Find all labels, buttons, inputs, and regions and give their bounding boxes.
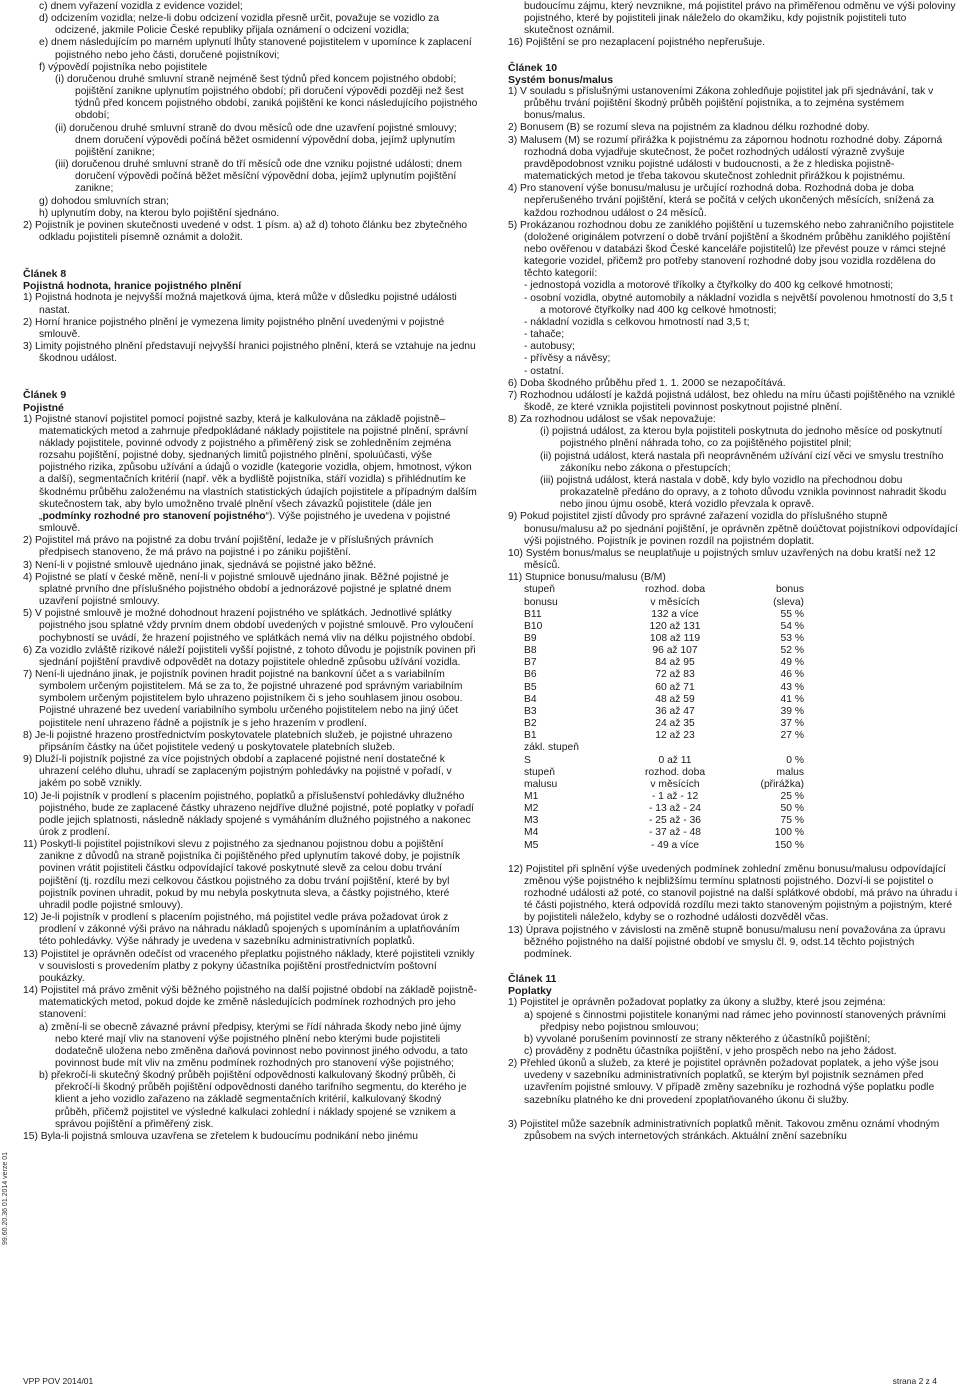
table-cell: 60 až 71: [655, 681, 695, 693]
table-cell: 36 až 47: [655, 705, 695, 717]
paragraph: 11) Stupnice bonusu/malusu (B/M): [508, 572, 666, 584]
paragraph: 2) Pojistitel má právo na pojistné za dobu trvání pojištění, ledaže je v příslušných právních předpisech stanoveno, že má právo na pojistné i po zániku pojištění.: [23, 535, 434, 559]
paragraph: 3) Není-li v pojistné smlouvě ujednáno jinak, sjednává se pojistné jako běžné.: [23, 559, 377, 571]
table-cell: malus: [776, 766, 804, 778]
table-cell: B2: [524, 718, 537, 730]
paragraph: c) prováděny z podnětu účastníka pojištění, v jeho prospěch nebo na jeho žádost.: [524, 1045, 897, 1057]
table-cell: [620, 742, 730, 754]
table-row: [524, 669, 804, 681]
table-cell: B6: [524, 669, 537, 681]
table-cell: v měsících: [650, 596, 700, 608]
paragraph: 1) Pojistitel je oprávněn požadovat poplatky za úkony a služby, které jsou zejména:: [508, 997, 886, 1009]
table-cell: v měsících: [650, 778, 700, 790]
paragraph: budoucímu zájmu, který nevznikne, má pojistitel právo na přiměřenou odměnu ve výši poloviny pojistného, které by pojistiteli jinak náleželo do okamžiku, kdy pojistník pojistiteli tuto skutečnost oznámil.: [524, 1, 956, 37]
paragraph: 2) Přehled úkonů a služeb, za které je pojistitel oprávněn požadovat poplatek, a jeho výše jsou uvedeny v sazebníku administrativních poplatků, se kterým byl pojistník seznámen před uzavřením pojistné smlouvy. V případě změny sazebníku je rozhodná výše poplatku podle sazebníku platného ke dni provedení zpoplatňovaného úkonu či služby.: [508, 1058, 939, 1106]
paragraph: - nákladní vozidla s celkovou hmotností nad 3,5 t;: [524, 316, 750, 328]
table-cell: 53 %: [780, 632, 804, 644]
paragraph: (i) pojistná událost, za kterou byla pojistiteli poskytnuta do jednoho měsíce od poskytnutí pojistného plnění náhrada toho, co za pojištěného pojistitel plnil;: [540, 426, 943, 450]
paragraph: 10) Je-li pojistník v prodlení s placením pojistného, poplatků a příslušenství pohledávky dlužného pojistného, bude ze zaplacené částky uhrazeno nejdříve dlužné pojistné, poté poplatky v pořadí podle jejich splatnosti, následně náklady spojené s vymáháním dlužného pojistného a nakonec úrok z prodlení.: [23, 790, 475, 838]
table-row: [524, 584, 804, 596]
table-cell: stupeň: [524, 766, 555, 778]
table-cell: 132 a více: [651, 608, 699, 620]
table-row: [524, 767, 804, 779]
right-column-bottom: [508, 864, 958, 1143]
paragraph: 6) Doba škodného průběhu před 1. 1. 2000 se nezapočítává.: [508, 377, 786, 389]
section-heading: Systém bonus/malus: [508, 73, 614, 86]
table-cell: M5: [524, 839, 539, 851]
table-cell: 108 až 119: [649, 632, 701, 644]
paragraph: (iii) pojistná událost, která nastala v době, kdy bylo vozidlo na přechodnou dobu prokazatelně předáno do opravy, a z tohoto důvodu vznikla povinnost nahradit škodu nebo jinou újmu osobě, která vozidlo převzala k opravě.: [540, 474, 947, 511]
table-row: [524, 827, 804, 839]
table-cell: B10: [524, 620, 543, 632]
table-row: [524, 779, 804, 791]
table-cell: malusu: [524, 778, 558, 790]
table-cell: bonus: [775, 584, 804, 596]
spacer: [508, 961, 958, 973]
table-cell: 50 %: [780, 803, 804, 815]
paragraph: 12) Je-li pojistník v prodlení s placením pojistného, má pojistitel vedle práva požadovat úrok z prodlení v zákonné výši právo na náhradu nákladů spojených s upomínáním a uplatňováním této pohledávky. Výše náhrady je uvedena v sazebníku administrativních poplatků.: [23, 912, 460, 948]
spacer: [23, 365, 478, 389]
table-cell: B5: [524, 681, 537, 693]
spacer: [508, 50, 958, 62]
paragraph: b) překročí-li skutečný škodný průběh pojištění odpovědnosti kalkulovaný škodný průběh, či překročí-li škodný průběh pojištění odpovědnosti daného tarifního segmentu, do kterého je klient a jeho vozidlo zařazeno na základě segmentačních kritérií, kalkulovaný škodný průběh, přičemž pojistitel ve výsledné kalkulaci zohlední i náklady spojené se vznikem a správou pojištění a přiměřený zisk.: [39, 1070, 467, 1130]
paragraph: - osobní vozidla, obytné automobily a nákladní vozidla s největší povolenou hmotností do 3,5 t a motorové čtyřkolky nad 400 kg celkové hmotnosti;: [524, 292, 953, 316]
paragraph: 10) Systém bonus/malus se neuplatňuje u pojistných smluv uzavřených na dobu kratší než 12 měsíců.: [508, 547, 936, 572]
table-row: [524, 755, 804, 767]
paragraph: (i) doručenou druhé smluvní straně nejméně šest týdnů před koncem pojistného období; pojištění zanikne uplynutím pojistného období; při doručení výpovědi později než šest týdnů před koncem pojistného období, zaniká pojištění ke konci následujícího pojistného období;: [55, 73, 478, 122]
table-cell: zákl. stupeň: [524, 742, 579, 754]
paragraph: 7) Rozhodnou událostí je každá pojistná událost, bez ohledu na míru účasti pojištěného na vzniklé škodě, ze které vznikla pojistiteli povinnost poskytnout pojistné plnění.: [508, 389, 956, 413]
table-cell: - 37 až - 48: [648, 827, 702, 839]
table-cell: M2: [524, 803, 539, 815]
paragraph: (ii) doručenou druhé smluvní straně do dvou měsíců ode dne uzavření pojistné smlouvy; dnem doručení výpovědi počíná běžet osmidenní výpovědní doba, jejímž uplynutím pojištění zanikne;: [55, 122, 457, 158]
paragraph: 4) Pro stanovení výše bonusu/malusu je určující rozhodná doba. Rozhodná doba je doba nepřerušeného trvání pojištění, která se počítá v celých ukončených měsících, snížená za každou rozhodnou událost o 24 měsíců.: [508, 183, 934, 219]
table-cell: S: [524, 754, 531, 766]
paragraph: h) uplynutím doby, na kterou bylo pojištění sjednáno.: [39, 207, 280, 219]
right-column: [508, 1, 958, 1143]
table-cell: B1: [524, 730, 537, 742]
table-cell: B4: [524, 693, 537, 705]
table-cell: 48 až 59: [655, 693, 695, 705]
paragraph: - autobusy;: [524, 341, 575, 353]
paragraph: 2) Pojistník je povinen skutečnosti uvedené v odst. 1 písm. a) až d) tohoto článku bez zbytečného odkladu pojistiteli písemně oznámit a doložit.: [23, 219, 468, 243]
table-cell: rozhod. doba: [644, 766, 706, 778]
table-row: [524, 791, 804, 803]
table-cell: 25 %: [780, 791, 804, 802]
table-cell: M4: [524, 827, 539, 839]
table-cell: stupeň: [524, 584, 555, 596]
paragraph: c) dnem vyřazení vozidla z evidence vozidel;: [39, 1, 243, 12]
paragraph: 1) Pojistná hodnota je nejvyšší možná majetková újma, která může v důsledku pojistné události nastat.: [23, 292, 457, 316]
section-heading: Poplatky: [508, 985, 552, 998]
table-row: [524, 645, 804, 657]
table-cell: 41 %: [780, 693, 804, 705]
paragraph: 2) Bonusem (B) se rozumí sleva na pojistném za kladnou délku rozhodné doby.: [508, 122, 870, 134]
paragraph: 3) Malusem (M) se rozumí přirážka k pojistnému za zápornou hodnotu rozhodné doby. Záporná rozhodná doba vyjadřuje skutečnost, že počet rozhodných událostí výrazně zvyšuje pravděpodobnost vzniku pojistné události v budoucnosti, a že z hlediska pojistně-matematických metod je třeba takovou skutečnost zohlednit přirážkou k pojistnému.: [508, 134, 943, 183]
table-cell: 100 %: [774, 827, 804, 839]
paragraph: b) vyvolané porušením povinností ze strany některého z účastníků pojištění;: [524, 1033, 871, 1045]
table-cell: 0 %: [786, 754, 804, 766]
table-cell: 0 až 11: [658, 754, 692, 766]
table-row: [524, 730, 804, 742]
paragraph: 8) Za rozhodnou událost se však nepovažuje:: [508, 414, 716, 426]
table-cell: 150 %: [774, 839, 804, 851]
paragraph: a) spojené s činnostmi pojistitele konanými nad rámec jeho povinností stanovených právními předpisy nebo pojistnou smlouvou;: [524, 1009, 946, 1033]
paragraph: 11) Poskytl-li pojistitel pojistníkovi slevu z pojistného za sjednanou pojistnou dobu a pojištění zanikne z důvodů na straně pojistníka či pojištěného před uplynutím takové doby, je pojistník povinen vrátit pojistiteli částku odpovídající takové poskytnuté slevě za celou dobu trvání pojištění (tj. rozdílu mezi celkovou částkou pojistného za dobu trvání pojištění, které by byl pojistník povinen uhradit, pokud by mu nebyla poskytnuta sleva, a částky pojistného, které uhradil podle pojistné smlouvy).: [23, 839, 461, 911]
table-cell: B11: [524, 608, 542, 620]
footer-document-id: VPP POV 2014/01: [23, 1376, 94, 1386]
paragraph: 13) Pojistitel je oprávněn odečíst od vraceného přeplatku pojistného náklady, které pojistiteli vznikly v souvislosti s provedením platby z pokyny účastníka pojištění prostřednictvím poštovní poukázky.: [23, 948, 475, 984]
table-row: [524, 621, 804, 633]
table-cell: B8: [524, 645, 537, 657]
table-cell: 37 %: [780, 718, 804, 730]
table-cell: 46 %: [780, 669, 804, 681]
paragraph: (ii) pojistná událost, která nastala při neoprávněném užívání cizí věci ve smyslu trestního zákoníku nebo zákona o přestupcích;: [540, 450, 944, 474]
paragraph: 9) Pokud pojistitel zjistí důvody pro správné zařazení vozidla do příslušného stupně bonusu/malusu až po sjednání pojištění, je oprávněn zpětně doúčtovat pojistníkovi odpovídající výši pojistného. Pojistník je povinen rozdíl na pojistném doplatit.: [508, 511, 958, 547]
paragraph: a) změní-li se obecně závazné právní předpisy, kterými se řídí náhrada škody nebo jiné újmy nebo které mají vliv na stanovení výše pojistného plnění nebo kterými bude pojistiteli dodatečně uložena nebo změněna daňová povinnost nebo povinnost jiného odvodu, a tato povinnost bude mít vliv na změnu podmínek rozhodných pro stanovení výše pojistného;: [39, 1021, 468, 1069]
paragraph: 3) Limity pojistného plnění představují nejvyšší hranici pojistného plnění, která se vztahuje na jednu škodnou událost.: [23, 341, 476, 365]
table-row: [524, 694, 804, 706]
paragraph: - přívěsy a návěsy;: [524, 353, 611, 365]
table-row: [524, 633, 804, 645]
table-cell: 72 až 83: [655, 669, 695, 681]
paragraph: 2) Horní hranice pojistného plnění je vymezena limity pojistného plnění uvedenými v pojistné smlouvě.: [23, 316, 445, 340]
table-cell: M3: [524, 815, 539, 827]
table-cell: - 1 až - 12: [651, 791, 699, 802]
section-heading: Článek 10: [508, 61, 558, 74]
paragraph: d) odcizením vozidla; nelze-li dobu odcizení vozidla přesně určit, považuje se vozidlo za odcizené, jakmile Policie České republiky přijala oznámení o odcizení vozidla;: [39, 13, 440, 37]
bonus-malus-table: [524, 584, 804, 851]
paragraph: 16) Pojištění se pro nezaplacení pojistného nepřerušuje.: [508, 37, 766, 49]
table-row: [524, 597, 804, 609]
paragraph: - ostatní.: [524, 365, 565, 377]
table-cell: 49 %: [780, 657, 804, 669]
paragraph: 15) Byla-li pojistná smlouva uzavřena se zřetelem k budoucímu podnikání nebo jinému: [23, 1130, 418, 1142]
table-cell: (sleva): [773, 596, 804, 608]
paragraph: 6) Za vozidlo zvláště rizikové náleží pojistiteli vyšší pojistné, z tohoto důvodu je pojistník povinen při sjednání pojištění pravdivě odpovědět na dotazy pojistitele ohledně způsobu užívání vozidla.: [23, 644, 476, 668]
table-cell: (přirážka): [760, 778, 804, 790]
table-cell: 54 %: [780, 620, 804, 632]
table-cell: rozhod. doba: [644, 584, 706, 596]
table-row: [524, 706, 804, 718]
right-column-top: [508, 1, 958, 584]
paragraph: g) dohodou smluvních stran;: [39, 195, 169, 207]
paragraph: 5) V pojistné smlouvě je možné dohodnout hrazení pojistného ve splátkách. Jednotlivé splátky pojistného jsou splatné vždy prvním dnem období uvedených v pojistné smlouvě. Pro vyloučení pochybností se uvádí, že hrazení pojistného ve splátkách nemá vliv na délku pojistného období.: [23, 608, 476, 644]
section-heading: Pojistné: [23, 401, 64, 414]
paragraph: - tahače;: [524, 329, 565, 341]
spacer: [23, 244, 478, 268]
table-row: [524, 609, 804, 621]
paragraph: f) výpovědí pojistníka nebo pojistitele: [39, 61, 208, 73]
paragraph: 5) Prokázanou rozhodnou dobu ze zaniklého pojištění u tuzemského nebo zahraničního pojistitele (doložené originálem potvrzení o době trvání pojištění a škodném průběhu zaniklého pojištění nebo ověřenou v databázi škod České kanceláře pojistitelů) lze převést pouze v rámci stejné kategorie vozidel, přičemž pro potřeby stanovení rozhodné doby jsou vozidla rozdělena do těchto kategorií:: [508, 219, 954, 280]
table-cell: 75 %: [780, 815, 804, 827]
table-row: [524, 657, 804, 669]
paragraph: 8) Je-li pojistné hrazeno prostřednictvím poskytovatele platebních služeb, je pojistné uhrazeno připsáním částky na účet pojistitele vedený u poskytovatele platebních služeb.: [23, 729, 453, 753]
paragraph: e) dnem následujícím po marném uplynutí lhůty stanovené pojistitelem v upomínce k zaplacení pojistného nebo jeho části, doručené pojistníkovi;: [39, 37, 472, 61]
table-row: [524, 840, 804, 852]
table-cell: 43 %: [780, 681, 804, 693]
paragraph: 7) Není-li ujednáno jinak, je pojistník povinen hradit pojistné na bankovní účet a s variabilním symbolem určeným pojistitelem. Má se za to, že pojistné uhrazené pod správným variabilním symbolem určeným pojistitelem bylo uhrazeno pojistníkem či s jeho souhlasem jinou osobou. Pojistné uhrazené bez uvedení variabilního symbolu určeného pojistitelem nebo na jiný účet pojistitele není uhrazeno řádně a pojistník je s jeho hrazením v prodlení.: [23, 668, 463, 729]
table-cell: B9: [524, 632, 537, 644]
paragraph: 12) Pojistitel při splnění výše uvedených podmínek zohlední změnu bonusu/malusu odpovídající změnou výše pojistného k nejbližšímu termínu splatnosti pojistného. Dozví-li se pojistitel o rozhodné události až poté, co stanovil pojistné na další splátkové období, má právo na úhradu i té části pojistného, která odpovídá rozdílu mezi takto stanoveným pojistným a pojistným, které by pojistiteli náleželo, kdyby se o rozhodné události dozvěděl včas.: [508, 863, 958, 924]
table-row: [524, 803, 804, 815]
table-cell: 84 až 95: [655, 657, 695, 669]
table-cell: 120 až 131: [649, 620, 701, 632]
spacer: [508, 1107, 958, 1119]
table-cell: - 49 a více: [650, 839, 700, 851]
paragraph: - jednostopá vozidla a motorové tříkolky a čtyřkolky do 400 kg celkové hmotnosti;: [524, 280, 894, 292]
left-column: [23, 1, 478, 1143]
section-heading: Pojistná hodnota, hranice pojistného plnění: [23, 280, 242, 293]
footer-page-number: strana 2 z 4: [892, 1376, 937, 1386]
paragraph: 1) Pojistné stanoví pojistitel pomocí pojistné sazby, která je kalkulována na základě pojistně–matematických metod a zahrnuje předpokládané náklady pojistitele na pojistné plnění, správní náklady pojistitele, povinné odvody z pojistného a přiměřený zisk se zohledněním zejména rozsahu pojištění, pojistné doby, sjednaných limitů pojistného plnění, spoluúčasti, výše pojistného rizika, způsobu užívání a údajů o vozidle (kategorie vozidla, objem, hmotnost, výkon a další), segmentačních kritérií (např. věk a bydliště pojistníka, stáří vozidla) s přihlédnutím ke škodnému průběhu založenému na vlastních statistických údajích pojistitele a případným dalším skutečnostem tak, aby bylo umožněno trvalé plnění všech závazků pojistitele (dále jen „podmínky rozhodné pro stanovení pojistného“). Výše pojistného je uvedena v pojistné smlouvě.: [23, 413, 477, 535]
table-cell: 55 %: [780, 608, 804, 620]
paragraph: 9) Dluží-li pojistník pojistné za více pojistných období a zaplacené pojistné není dostatečné k uhrazení celého dluhu, uhradí se zaplaceným pojistným pohledávky na pojistné v pořadí, v jakém po sobě vznikly.: [23, 754, 452, 790]
table-row: [524, 815, 804, 827]
table-cell: 12 až 23: [655, 730, 695, 742]
table-cell: B3: [524, 705, 537, 717]
table-cell: 52 %: [780, 645, 804, 657]
paragraph: 4) Pojistné se platí v české měně, není-li v pojistné smlouvě ujednáno jinak. Běžné pojistné je splatné prvního dne příslušného pojistného období a jednorázové pojistné je splatné dnem uzavření pojistné smlouvy.: [23, 571, 452, 608]
table-cell: - 13 až - 24: [648, 803, 702, 815]
paragraph: 1) V souladu s příslušnými ustanoveními Zákona zohledňuje pojistitel jak při sjednávání, tak v průběhu trvání pojištění škodný průběh pojištění pojistníka, a to zejména systémem bonus/malus.: [508, 85, 934, 122]
section-heading: Článek 11: [508, 973, 557, 986]
table-cell: bonusu: [524, 596, 558, 608]
document-code: 99.60.20.36 01.2014 verze 01: [2, 1151, 9, 1245]
table-cell: 39 %: [780, 705, 804, 717]
table-cell: - 25 až - 36: [648, 815, 702, 827]
table-cell: 96 až 107: [652, 645, 698, 657]
bold-term: podmínky rozhodné pro stanovení pojistného: [42, 510, 266, 522]
table-row: [524, 682, 804, 694]
paragraph: 3) Pojistitel může sazebník administrativních poplatků měnit. Takovou změnu oznámí vhodným způsobem na svých internetových stránkách. Aktuální znění sazebníku: [508, 1118, 940, 1142]
table-row: [524, 742, 804, 754]
table-cell: B7: [524, 657, 537, 669]
table-cell: M1: [524, 791, 539, 802]
table-cell: 27 %: [780, 730, 804, 742]
table-row: [524, 718, 804, 730]
table-cell: [730, 742, 804, 754]
paragraph: (iii) doručenou druhé smluvní straně do tří měsíců ode dne vzniku pojistné události; dnem doručení výpovědi počíná běžet měsíční výpovědní doba, jejímž uplynutím pojištění zanikne;: [55, 159, 462, 195]
paragraph: 13) Úprava pojistného v závislosti na změně stupně bonusu/malusu není považována za úpravu běžného pojistného na další pojistné období ve smyslu čl. 9, odst.14 těchto pojistných podmínek.: [508, 924, 946, 960]
paragraph: 14) Pojistitel má právo změnit výši běžného pojistného na další pojistné období na základě pojistně-matematických metod, pokud dojde ke změně následujících podmínek rozhodných pro jeho stanovení:: [23, 985, 477, 1021]
section-heading: Článek 9: [23, 389, 67, 402]
table-cell: 24 až 35: [655, 718, 695, 730]
section-heading: Článek 8: [23, 268, 67, 281]
